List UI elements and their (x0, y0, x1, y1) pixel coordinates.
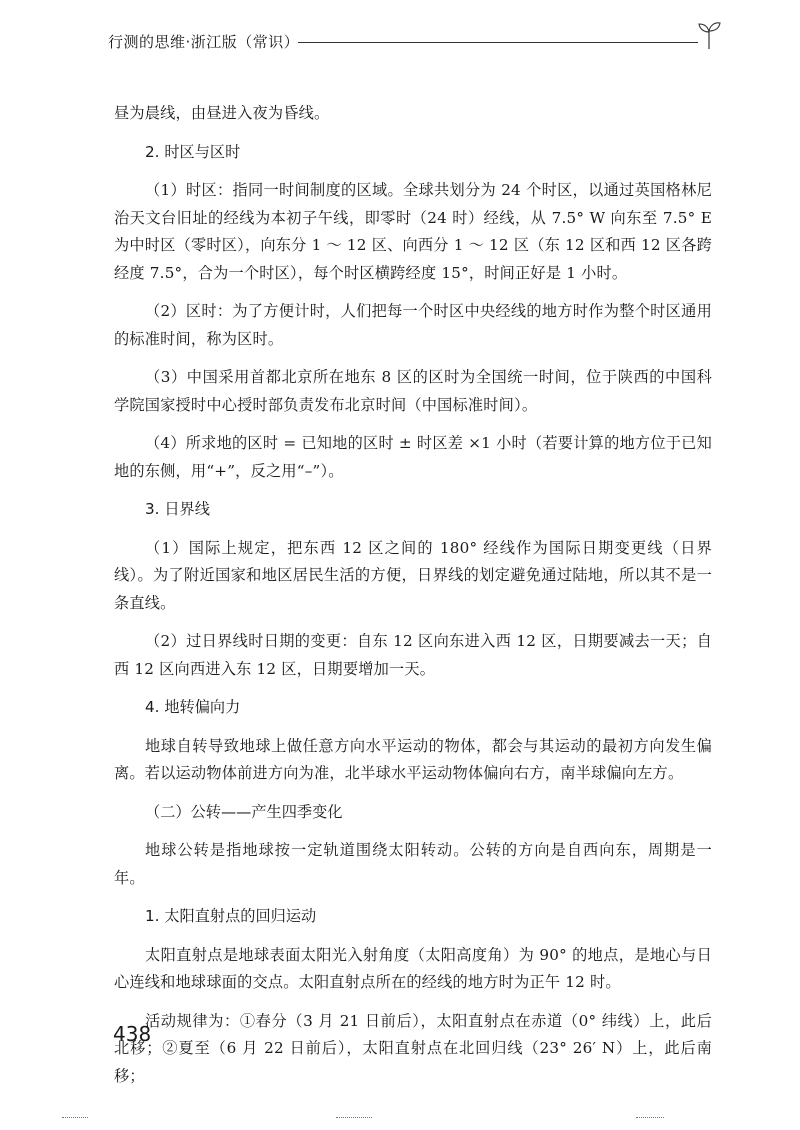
running-header-title: 行测的思维·浙江版（常识） (108, 33, 300, 51)
paragraph-date-line-crossing: （2）过日界线时日期的变更：自东 12 区向东进入西 12 区，日期要减去一天；自西 12 区向西进入东 12 区，日期要增加一天。 (114, 632, 712, 678)
paragraph-zone-time-formula: （4）所求地的区时 = 已知地的区时 ± 时区差 ×1 小时（若要计算的地方位于已知地的东侧，用“+”，反之用“–”）。 (114, 434, 712, 480)
paragraph-zone-time: （2）区时：为了方便计时，人们把每一个时区中央经线的地方时作为整个时区通用的标准时间，称为区时。 (114, 302, 712, 348)
paragraph-subsolar-point: 太阳直射点是地球表面太阳光入射角度（太阳高度角）为 90° 的地点，是地心与日心连线和地球球面的交点。太阳直射点所在的经线的地方时为正午 12 时。 (114, 945, 712, 991)
sprout-icon (696, 20, 722, 50)
page-body (114, 100, 712, 1101)
scan-artifact (62, 1117, 88, 1121)
paragraph-revolution: 地球公转是指地球按一定轨道围绕太阳转动。公转的方向是自西向东，周期是一年。 (114, 841, 712, 887)
page-number: 438 (113, 1022, 152, 1046)
paragraph-coriolis: 地球自转导致地球上做任意方向水平运动的物体，都会与其运动的最初方向发生偏离。若以运动物体前进方向为准，北半球水平运动物体偏向右方，南半球偏向左方。 (114, 736, 712, 782)
paragraph-subsolar-movement: 活动规律为：①春分（3 月 21 日前后），太阳直射点在赤道（0° 纬线）上，此后北移；②夏至（6 月 22 日前后），太阳直射点在北回归线（23° 26′ N）上，此后南移； (114, 1011, 712, 1085)
section-heading-subsolar-point: 1. 太阳直射点的回归运动 (145, 907, 317, 925)
paragraph-continuation: 昼为晨线，由昼进入夜为昏线。 (114, 104, 330, 122)
paragraph-beijing-time: （3）中国采用首都北京所在地东 8 区的区时为全国统一时间，位于陕西的中国科学院国家授时中心授时部负责发布北京时间（中国标准时间）。 (114, 368, 712, 414)
running-header (108, 20, 723, 56)
scan-artifact (636, 1117, 664, 1121)
section-heading-time-zones: 2. 时区与区时 (145, 142, 241, 161)
paragraph-time-zone-definition: （1）时区：指同一时间制度的区域。全球共划分为 24 个时区，以通过英国格林尼治天文台旧址的经线为本初子午线，即零时（24 时）经线，从 7.5° W 向东至 7.5° E 为中时区（零时区），向东分 1 ～ 12 区、向西分 1 ～ 12 区（东 12 区和西 12 区各跨经度 7.5°，合为一个时区），每个时区横跨经度 15°，时间正好是 1 小时。 (114, 181, 712, 282)
section-heading-date-line: 3. 日界线 (145, 500, 210, 518)
section-heading-coriolis: 4. 地转偏向力 (145, 698, 241, 716)
section-heading-revolution: （二）公转——产生四季变化 (145, 802, 343, 821)
scan-artifact (336, 1117, 372, 1121)
paragraph-date-line-definition: （1）国际上规定，把东西 12 区之间的 180° 经线作为国际日期变更线（日界线）。为了附近国家和地区居民生活的方便，日界线的划定避免通过陆地，所以其不是一条直线。 (114, 538, 712, 612)
header-divider (298, 42, 698, 43)
